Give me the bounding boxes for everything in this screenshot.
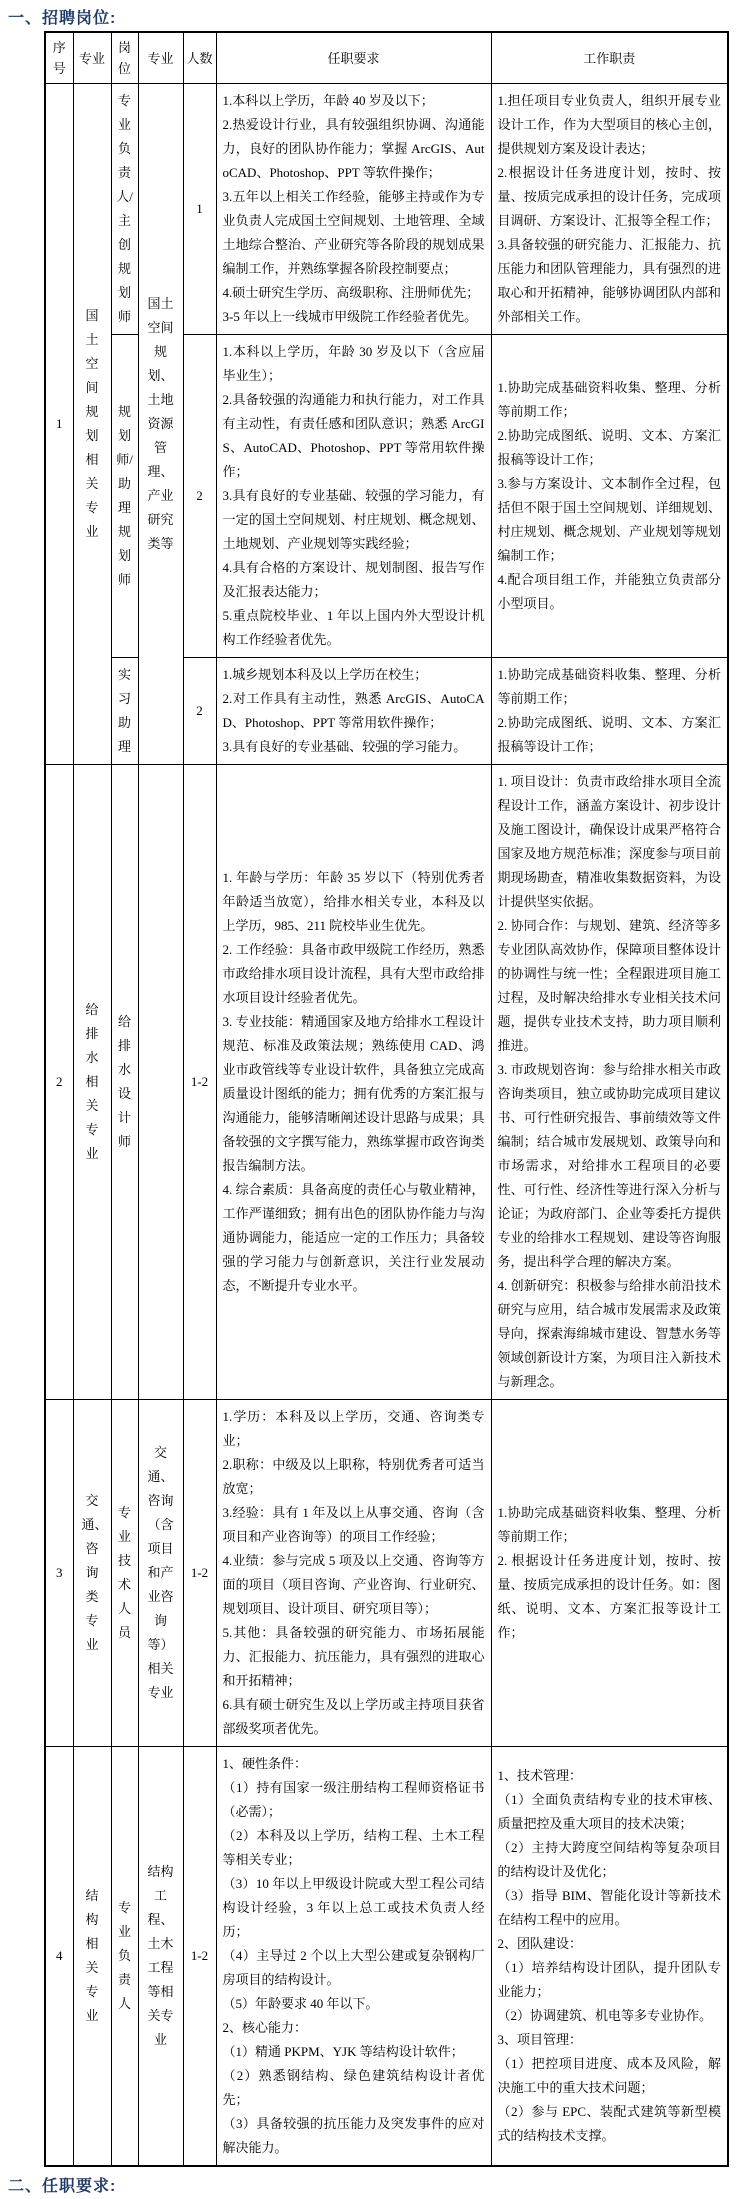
- requirement-item: 4. 综合素质：具备高度的责任心与敬业精神，工作严谨细致；拥有出色的团队协作能力与沟通协调能力，能适应一定的工作压力；具备较强的学习能力与创新意识，关注行业发展动态，不断提升专业水平。: [222, 1182, 485, 1293]
- duty-item: 3.具备较强的研究能力、汇报能力、抗压能力和团队管理能力，具有强烈的进取心和开拓精神，能够协调团队内部和外部相关工作。: [497, 237, 721, 324]
- requirement-item: 2.对工作具有主动性，熟悉 ArcGIS、AutoCAD、Photoshop、PPT 等常用软件操作；: [222, 691, 485, 730]
- duty-item: 1.担任项目专业负责人，组织开展专业设计工作，作为大型项目的核心主创，提供规划方案及设计表达；: [497, 93, 721, 156]
- requirement-item: （4）主导过 2 个以上大型公建或复杂钢构厂房项目的结构设计。: [222, 1948, 485, 1987]
- specialty-cell: 交通、咨询（含项目和产业咨询等）相关专业: [138, 1400, 183, 1747]
- specialty-cell: 结构工程、土木工程等相关专业: [138, 1747, 183, 2167]
- specialty-cell-empty: [138, 765, 183, 1400]
- duty-item: 2.协助完成图纸、说明、文本、方案汇报稿等设计工作；: [497, 715, 721, 754]
- duty-item: （2）主持大跨度空间结构等复杂项目的结构设计及优化；: [497, 1840, 721, 1879]
- duty-item: 1.协助完成基础资料收集、整理、分析等前期工作；: [497, 667, 721, 706]
- duty-item: 1. 项目设计：负责市政给排水项目全流程设计工作，涵盖方案设计、初步设计及施工图设计，确保设计成果严格符合国家及地方规范标准；深度参与项目前期现场勘查，精准收集数据资料，为设计提供坚实依据。: [497, 774, 721, 909]
- requirement-item: 2.职称：中级及以上职称，特别优秀者可适当放宽；: [222, 1457, 485, 1496]
- duty-item: 1.协助完成基础资料收集、整理、分析等前期工作；: [497, 380, 721, 419]
- requirement-item: （2）熟悉钢结构、绿色建筑结构设计者优先；: [222, 2068, 485, 2107]
- requirement-item: （2）本科及以上学历，结构工程、土木工程等相关专业；: [222, 1828, 485, 1867]
- header-major: 专业: [73, 32, 111, 84]
- duty-item: 2.协助完成图纸、说明、文本、方案汇报稿等设计工作；: [497, 428, 721, 467]
- duty-item: 2、团队建设：: [497, 1936, 583, 1951]
- requirement-item: 1.本科以上学历，年龄 40 岁及以下；: [222, 93, 434, 108]
- header-duties: 工作职责: [491, 32, 728, 84]
- duty-item: 3. 市政规划咨询：参与给排水相关市政咨询类项目，独立或协助完成项目建议书、可行性研究报告、事前绩效等文件编制；结合城市发展规划、政策导向和市场需求，对给排水工程项目的必要性、可行性、经济性等进行深入分析与论证；为政府部门、企业等委托方提供专业的给排水工程规划、建设等咨询服务，提出科学合理的解决方案。: [497, 1062, 721, 1269]
- requirement-item: 3.经验：具有 1 年及以上从事交通、咨询（含项目和产业咨询等）的项目工作经验；: [222, 1505, 485, 1544]
- duty-item: （2）协调建筑、机电等多专业协作。: [497, 2008, 713, 2023]
- requirement-item: 1. 年龄与学历：年龄 35 岁以下（特别优秀者年龄适当放宽），给排水相关专业，本科及以上学历，985、211 院校毕业生优先。: [222, 870, 485, 933]
- duty-item: （1）把控项目进度、成本及风险，解决施工中的重大技术问题；: [497, 2056, 721, 2095]
- requirement-item: 6.具有硕士研究生及以上学历或主持项目获省部级奖项者优先。: [222, 1697, 485, 1736]
- header-specialty: 专业: [138, 32, 183, 84]
- requirement-item: 5.其他：具备较强的研究能力、市场拓展能力、汇报能力、抗压能力，具有强烈的进取心和开拓精神；: [222, 1625, 485, 1688]
- requirement-item: （1）精通 PKPM、YJK 等结构设计软件；: [222, 2044, 464, 2059]
- header-post: 岗位: [111, 32, 138, 84]
- duty-item: 1.协助完成基础资料收集、整理、分析等前期工作；: [497, 1505, 721, 1544]
- requirement-item: 3. 专业技能：精通国家及地方给排水工程设计规范、标准及政策法规；熟练使用 CAD、鸿业市政管线等专业设计软件，具备独立完成高质量设计图纸的能力；拥有优秀的方案汇报与沟通能力，能够清晰阐述设计思路与成果；具备较强的文字撰写能力，熟练掌握市政咨询类报告编制方法。: [222, 1014, 485, 1173]
- header-no: 序号: [45, 32, 73, 84]
- requirement-item: 3-5 年以上一线城市甲级院工作经验者优先。: [222, 309, 478, 324]
- count-cell: 1-2: [183, 1747, 216, 2167]
- requirement-item: 3.具有良好的专业基础、较强的学习能力。: [222, 739, 467, 754]
- duty-item: 4. 创新研究：积极参与给排水前沿技术研究与应用，结合城市发展需求及政策导向，探索海绵城市建设、智慧水务等领域创新设计方案，为项目注入新技术与新理念。: [497, 1278, 721, 1389]
- post-cell: 专业负责人: [111, 1747, 138, 2167]
- requirement-item: 2. 工作经验：具备市政甲级院工作经历，熟悉市政给排水项目设计流程，具有大型市政给排水项目设计经验者优先。: [222, 942, 485, 1005]
- duty-item: 2.根据设计任务进度计划，按时、按量、按质完成承担的设计任务，完成项目调研、方案设计、汇报等全程工作；: [497, 165, 721, 228]
- major-cell: 结构相关专业: [73, 1747, 111, 2167]
- table-row-3: [45, 1400, 728, 1747]
- no-cell: 4: [45, 1747, 73, 2167]
- requirement-item: 2.具备较强的沟通能力和执行能力，对工作具有主动性，有责任感和团队意识；熟悉 ArcGIS、AutoCAD、Photoshop、PPT 等常用软件操作；: [222, 392, 485, 479]
- requirement-item: 3.具有良好的专业基础、较强的学习能力，有一定的国土空间规划、村庄规划、概念规划、土地规划、产业规划等实践经验；: [222, 488, 485, 551]
- duty-item: （1）培养结构设计团队，提升团队专业能力；: [497, 1960, 721, 1999]
- header-requirements: 任职要求: [216, 32, 491, 84]
- duty-item: （3）指导 BIM、智能化设计等新技术在结构工程中的应用。: [497, 1888, 721, 1927]
- duties-cell: [491, 84, 728, 335]
- duty-item: 1、技术管理：: [497, 1768, 583, 1783]
- requirement-item: 5.重点院校毕业、1 年以上国内外大型设计机构工作经验者优先。: [222, 608, 485, 647]
- duties-cell: [491, 335, 728, 658]
- requirement-item: 4.业绩：参与完成 5 项及以上交通、咨询等方面的项目（项目咨询、产业咨询、行业研究、规划项目、设计项目、研究项目等）；: [222, 1553, 485, 1616]
- post-cell: 专业技术人员: [111, 1400, 138, 1747]
- major-cell: 交通、咨询类专业: [73, 1400, 111, 1747]
- header-count: 人数: [183, 32, 216, 84]
- table-header-row: [45, 32, 728, 84]
- requirement-item: 1、硬性条件：: [222, 1756, 308, 1771]
- count-cell: 2: [183, 335, 216, 658]
- table-row-4: [45, 1747, 728, 2167]
- requirement-item: 4.硕士研究生学历、高级职称、注册师优先；: [222, 285, 480, 300]
- requirements-cell: [216, 765, 491, 1400]
- requirement-item: （5）年龄要求 40 年以下。: [222, 1996, 379, 2011]
- post-cell: 规划师/助理规划师: [111, 335, 138, 658]
- no-cell: 3: [45, 1400, 73, 1747]
- duties-cell: [491, 658, 728, 765]
- duties-cell: [491, 1400, 728, 1747]
- requirement-item: （3）10 年以上甲级设计院或大型工程公司结构设计经验，3 年以上总工或技术负责人经历；: [222, 1876, 485, 1939]
- duty-item: 4.配合项目组工作，并能独立负责部分小型项目。: [497, 572, 721, 611]
- requirements-cell: [216, 84, 491, 335]
- duties-cell: [491, 765, 728, 1400]
- duty-item: （1）全面负责结构专业的技术审核、质量把控及重大项目的技术决策；: [497, 1792, 721, 1831]
- duties-cell: [491, 1747, 728, 2167]
- requirements-cell: [216, 1400, 491, 1747]
- requirements-cell: [216, 1747, 491, 2167]
- requirements-cell: [216, 335, 491, 658]
- table-row-2: [45, 765, 728, 1400]
- no-cell: 2: [45, 765, 73, 1400]
- post-cell: 专业负责人/主创规划师: [111, 84, 138, 335]
- section-title-requirements: 二、任职要求:: [8, 2178, 117, 2195]
- count-cell: 2: [183, 658, 216, 765]
- duty-item: 3、项目管理：: [497, 2032, 583, 2047]
- requirement-item: 1.本科以上学历，年龄 30 岁及以下（含应届毕业生）；: [222, 344, 485, 383]
- post-cell: 实习助理: [111, 658, 138, 765]
- requirement-item: （1）持有国家一级注册结构工程师资格证书（必需）；: [222, 1780, 485, 1819]
- duty-item: （2）参与 EPC、装配式建筑等新型模式的结构技术支撑。: [497, 2104, 721, 2143]
- requirement-item: 1.城乡规划本科及以上学历在校生；: [222, 667, 428, 682]
- duty-item: 3.参与方案设计、文本制作全过程，包括但不限于国土空间规划、详细规划、村庄规划、概念规划、产业规划等规划编制工作；: [497, 476, 721, 563]
- specialty-cell: 国土空间规划、土地资源管理、产业研究类等: [138, 84, 183, 765]
- section-title-recruitment: 一、招聘岗位:: [8, 10, 117, 27]
- requirement-item: 2、核心能力：: [222, 2020, 308, 2035]
- major-cell: 国土空间规划相关专业: [73, 84, 111, 765]
- no-cell: 1: [45, 84, 73, 765]
- requirement-item: 2.热爱设计行业，具有较强组织协调、沟通能力，良好的团队协作能力；掌握 ArcGIS、AutoCAD、Photoshop、PPT 等软件操作；: [222, 117, 485, 180]
- table-row-1a: [45, 84, 728, 335]
- duty-item: 2. 协同合作：与规划、建筑、经济等多专业团队高效协作，保障项目整体设计的协调性与统一性；全程跟进项目施工过程，及时解决给排水专业相关技术问题，提供专业技术支持，助力项目顺利推进。: [497, 918, 721, 1053]
- requirement-item: （3）具备较强的抗压能力及突发事件的应对解决能力。: [222, 2116, 485, 2155]
- requirement-item: 3.五年以上相关工作经验，能够主持或作为专业负责人完成国土空间规划、土地管理、全域土地综合整治、产业研究等各阶段的规划成果编制工作，并熟练掌握各阶段控制要点；: [222, 189, 485, 276]
- duty-item: 2. 根据设计任务进度计划，按时、按量、按质完成承担的设计任务。如：图纸、说明、文本、方案汇报等设计工作；: [497, 1553, 721, 1640]
- requirement-item: 1.学历：本科及以上学历，交通、咨询类专业；: [222, 1409, 485, 1448]
- count-cell: 1: [183, 84, 216, 335]
- count-cell: 1-2: [183, 765, 216, 1400]
- requirement-item: 4.具有合格的方案设计、规划制图、报告写作及汇报表达能力；: [222, 560, 485, 599]
- recruitment-table: [44, 31, 729, 2167]
- requirements-cell: [216, 658, 491, 765]
- count-cell: 1-2: [183, 1400, 216, 1747]
- post-cell: 给排水设计师: [111, 765, 138, 1400]
- major-cell: 给排水相关专业: [73, 765, 111, 1400]
